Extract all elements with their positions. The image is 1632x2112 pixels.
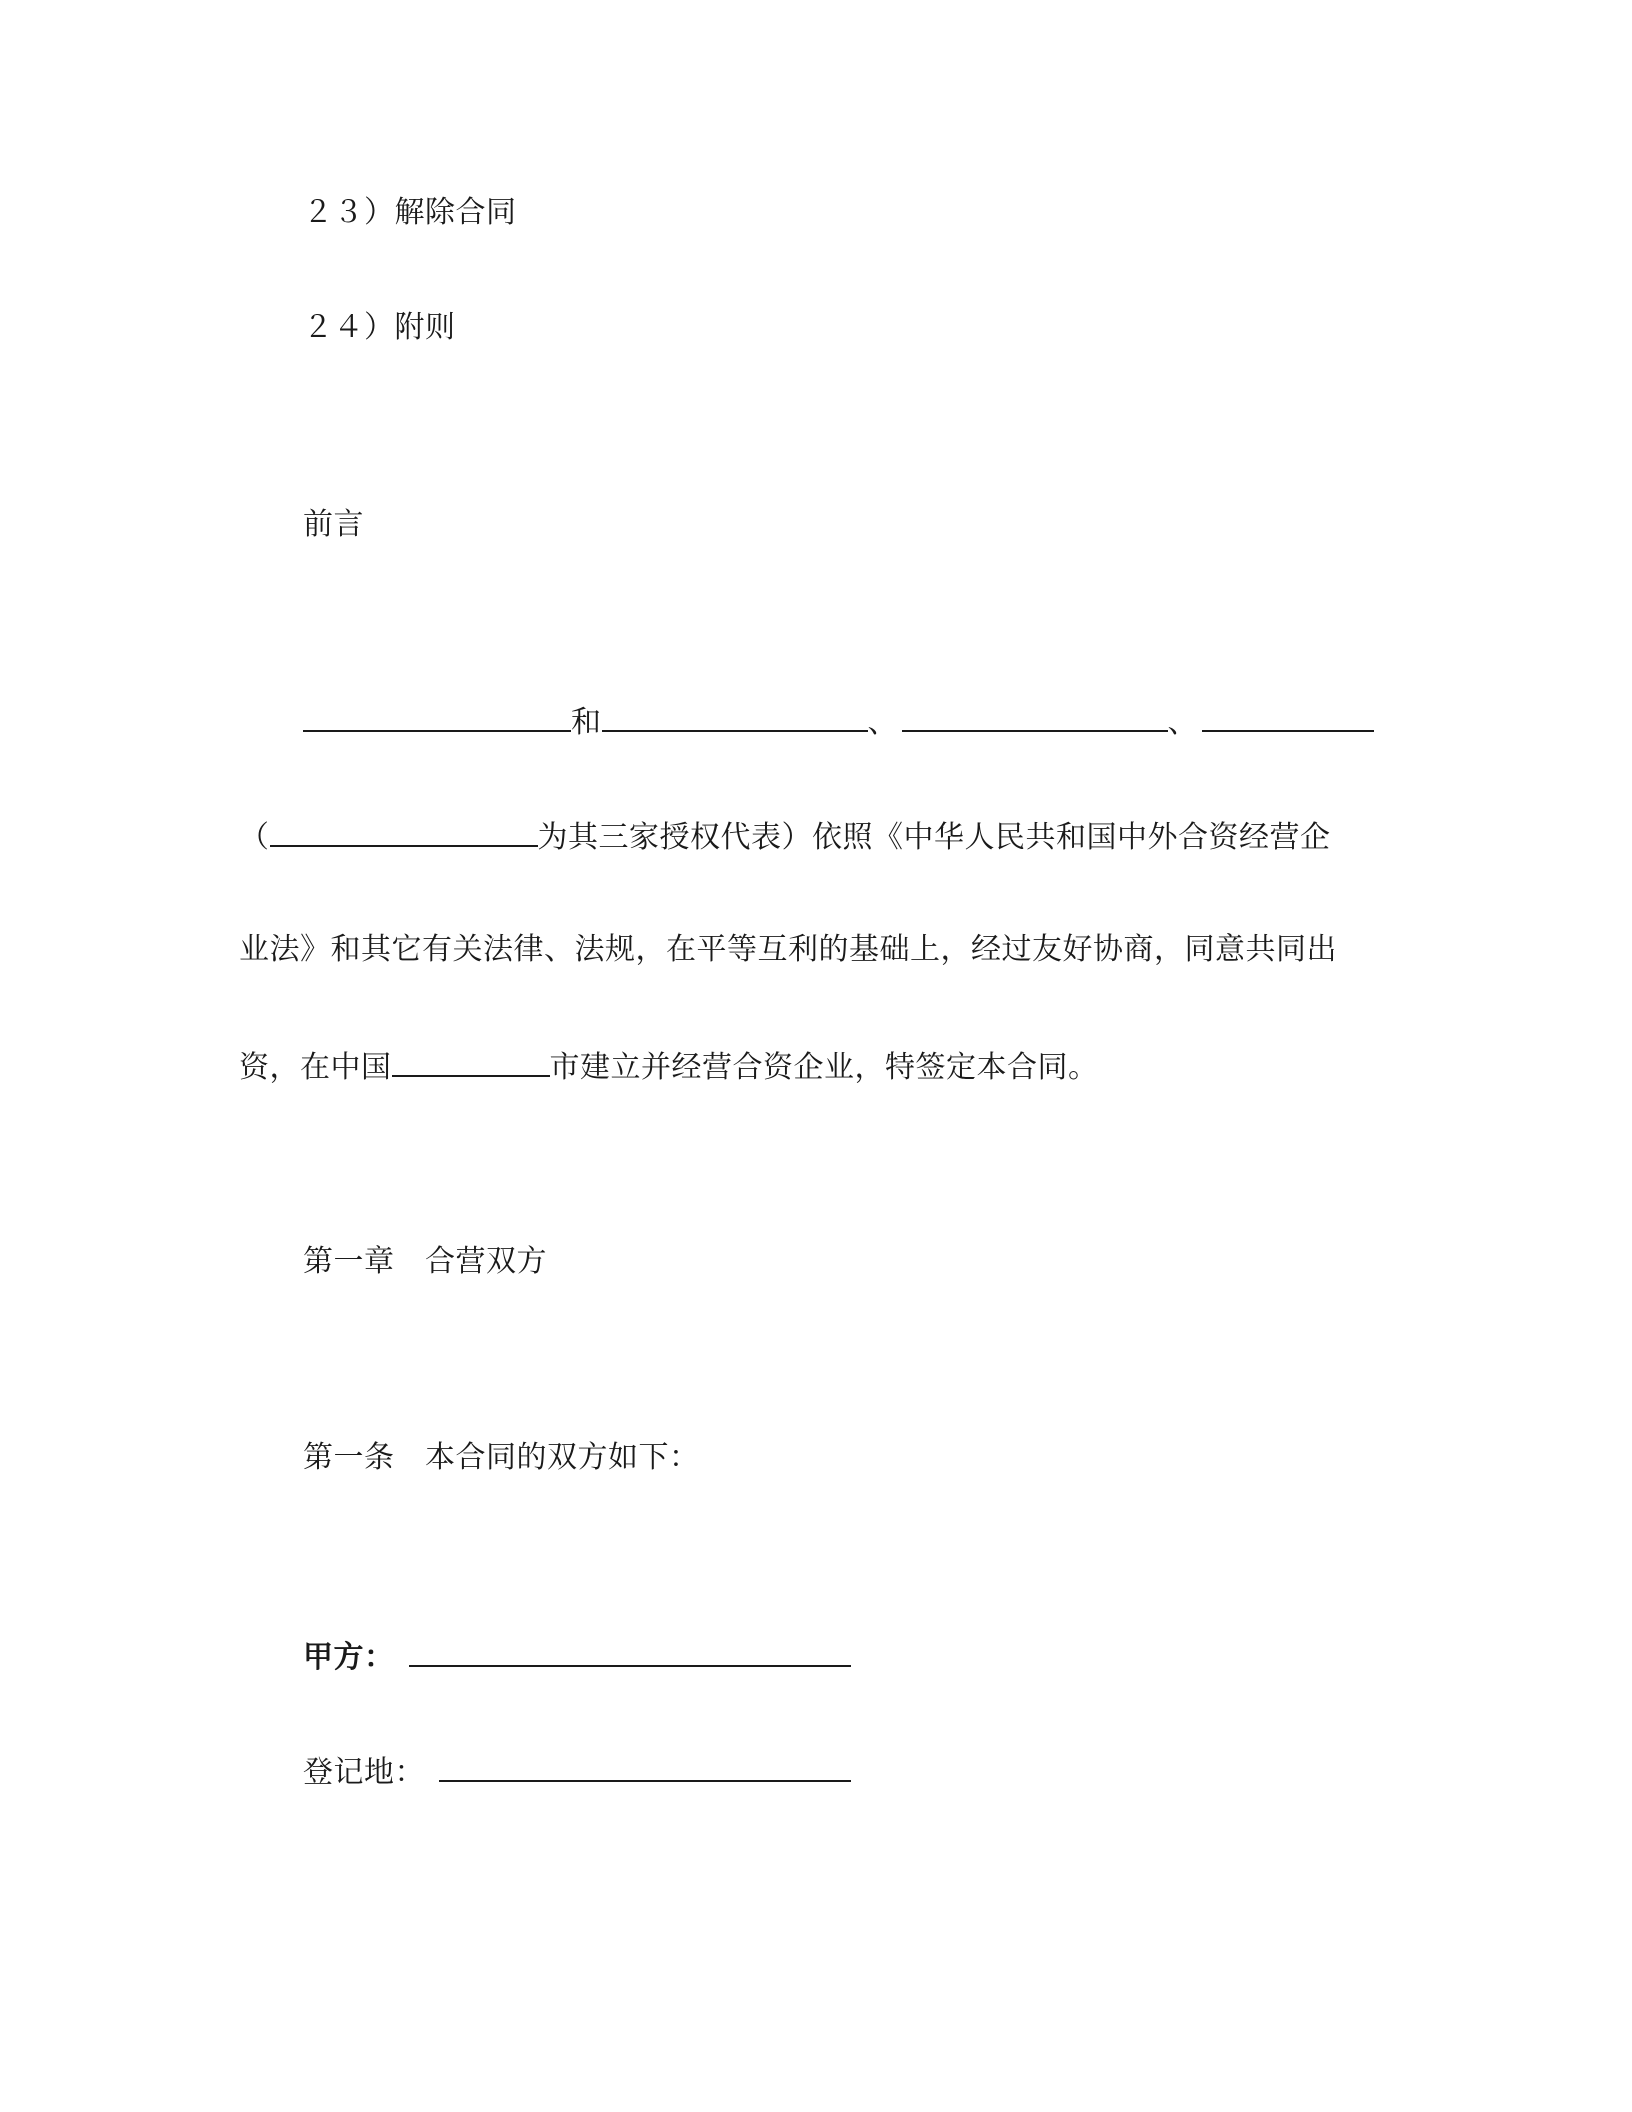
- preface-line-2: [239, 815, 1331, 858]
- preface-and: 和: [571, 705, 602, 740]
- party-a-name-blank[interactable]: [409, 1635, 851, 1667]
- preface-heading: 前言: [303, 507, 364, 542]
- chapter-1-title: 第一章 合营双方: [303, 1244, 547, 1279]
- preface-rep-text: 为其三家授权代表）依照《中华人民共和国中外合资经营企: [537, 820, 1331, 855]
- preface-line-4: [239, 1045, 1099, 1088]
- registration-label: 登记地：: [303, 1755, 425, 1790]
- article-1-title: 第一条 本合同的双方如下：: [303, 1440, 700, 1475]
- city-blank[interactable]: [392, 1045, 550, 1077]
- preface-line-3: 业法》和其它有关法律、法规，在平等互利的基础上，经过友好协商，同意共同出: [239, 932, 1337, 967]
- preface-line-4-part-b: 市建立并经营合资企业，特签定本合同。: [549, 1050, 1099, 1085]
- party-blank-1[interactable]: [303, 700, 571, 732]
- party-blank-3[interactable]: [902, 700, 1168, 732]
- preface-line-1: [303, 700, 1374, 743]
- preface-open-paren: （: [239, 820, 270, 855]
- party-a-row: [303, 1635, 851, 1678]
- party-blank-2[interactable]: [602, 700, 868, 732]
- preface-separator-2: 、: [1167, 705, 1198, 740]
- registration-row: [303, 1750, 851, 1793]
- toc-item-23: ２３）解除合同: [303, 195, 517, 230]
- preface-line-4-part-a: 资，在中国: [239, 1050, 392, 1085]
- party-blank-4[interactable]: [1202, 700, 1374, 732]
- preface-separator-1: 、: [867, 705, 898, 740]
- representative-blank[interactable]: [270, 815, 538, 847]
- toc-item-24: ２４）附则: [303, 310, 456, 345]
- registration-blank[interactable]: [439, 1750, 851, 1782]
- party-a-label: 甲方：: [303, 1640, 395, 1675]
